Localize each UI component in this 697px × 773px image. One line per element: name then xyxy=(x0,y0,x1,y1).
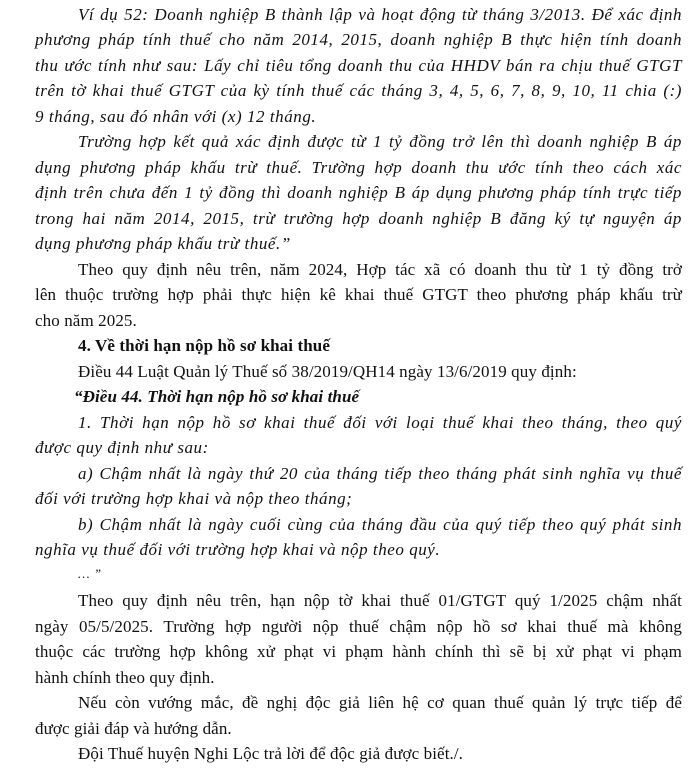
example-line-6: Trường hợp kết quả xác định được từ 1 tỷ đồng trở lên thì doanh nghiệp B áp xyxy=(78,132,682,151)
quote-line-5: b) Chậm nhất là ngày cuối cùng của tháng đầu của quý tiếp theo quý phát sinh xyxy=(78,515,682,534)
conclusion1-line-1: Theo quy định nêu trên, năm 2024, Hợp tác xã có doanh thu từ 1 tỷ đồng trở xyxy=(78,260,682,279)
example-line-5: 9 tháng, sau đó nhân với (x) 12 tháng. xyxy=(35,107,317,126)
contact-line-1: Nếu còn vướng mắc, đề nghị độc giả liên hệ cơ quan thuế quản lý trực tiếp để xyxy=(78,693,682,712)
example-line-1: Ví dụ 52: Doanh nghiệp B thành lập và hoạt động từ tháng 3/2013. Để xác định xyxy=(78,5,682,24)
conclusion2-line-2: ngày 05/5/2025. Trường hợp người nộp thuế chậm nộp hồ sơ khai thuế mà không xyxy=(35,617,682,636)
quote-ellipsis: … ” xyxy=(78,566,102,581)
signoff: Đội Thuế huyện Nghi Lộc trả lời để độc giả được biết./. xyxy=(78,744,464,763)
conclusion1-line-2: lên thuộc trường hợp phải thực hiện kê khai thuế GTGT theo phương pháp khấu trừ xyxy=(35,285,682,304)
example-line-9: trong hai năm 2014, 2015, trừ trường hợp doanh nghiệp B đăng ký tự nguyện áp xyxy=(35,209,682,228)
quote-line-3: a) Chậm nhất là ngày thứ 20 của tháng tiếp theo tháng phát sinh nghĩa vụ thuế xyxy=(78,464,682,483)
example-line-3: thu ước tính như sau: Lấy chỉ tiêu tổng doanh thu của HHDV bán ra chịu thuế GTGT xyxy=(35,56,682,75)
example-line-8: định trên chưa đến 1 tỷ đồng thì doanh nghiệp B áp dụng phương pháp tính trực tiếp xyxy=(35,183,682,202)
quote-line-2: được quy định như sau: xyxy=(35,438,209,457)
quote-line-6: nghĩa vụ thuế đối với trường hợp khai và nộp theo quý. xyxy=(35,540,441,559)
contact-line-2: được giải đáp và hướng dẫn. xyxy=(35,719,232,738)
quote-line-4: đối với trường hợp khai và nộp theo tháng; xyxy=(35,489,353,508)
conclusion2-line-4: hành chính theo quy định. xyxy=(35,668,215,687)
section-heading: 4. Về thời hạn nộp hồ sơ khai thuế xyxy=(78,336,330,355)
example-line-2: phương pháp tính thuế cho năm 2014, 2015, doanh nghiệp B thực hiện tính doanh xyxy=(35,30,682,49)
conclusion2-line-3: thuộc các trường hợp không xử phạt vi phạm hành chính thì sẽ bị xử phạt vi phạm xyxy=(35,642,682,661)
example-line-7: dụng phương pháp khấu trừ thuế. Trường hợp doanh thu ước tính theo cách xác xyxy=(35,158,682,177)
article-title: “Điều 44. Thời hạn nộp hồ sơ khai thuế xyxy=(74,387,360,406)
quote-line-1: 1. Thời hạn nộp hồ sơ khai thuế đối với loại thuế khai theo tháng, theo quý xyxy=(78,413,682,432)
conclusion1-line-3: cho năm 2025. xyxy=(35,311,137,330)
conclusion2-line-1: Theo quy định nêu trên, hạn nộp tờ khai thuế 01/GTGT quý 1/2025 chậm nhất xyxy=(78,591,682,610)
example-line-10: dụng phương pháp khấu trừ thuế.” xyxy=(35,234,291,253)
law-reference: Điều 44 Luật Quản lý Thuế số 38/2019/QH14 ngày 13/6/2019 quy định: xyxy=(78,362,577,381)
example-line-4: trên tờ khai thuế GTGT của kỳ tính thuế các tháng 3, 4, 5, 6, 7, 8, 9, 10, 11 chia (:) xyxy=(35,81,682,100)
